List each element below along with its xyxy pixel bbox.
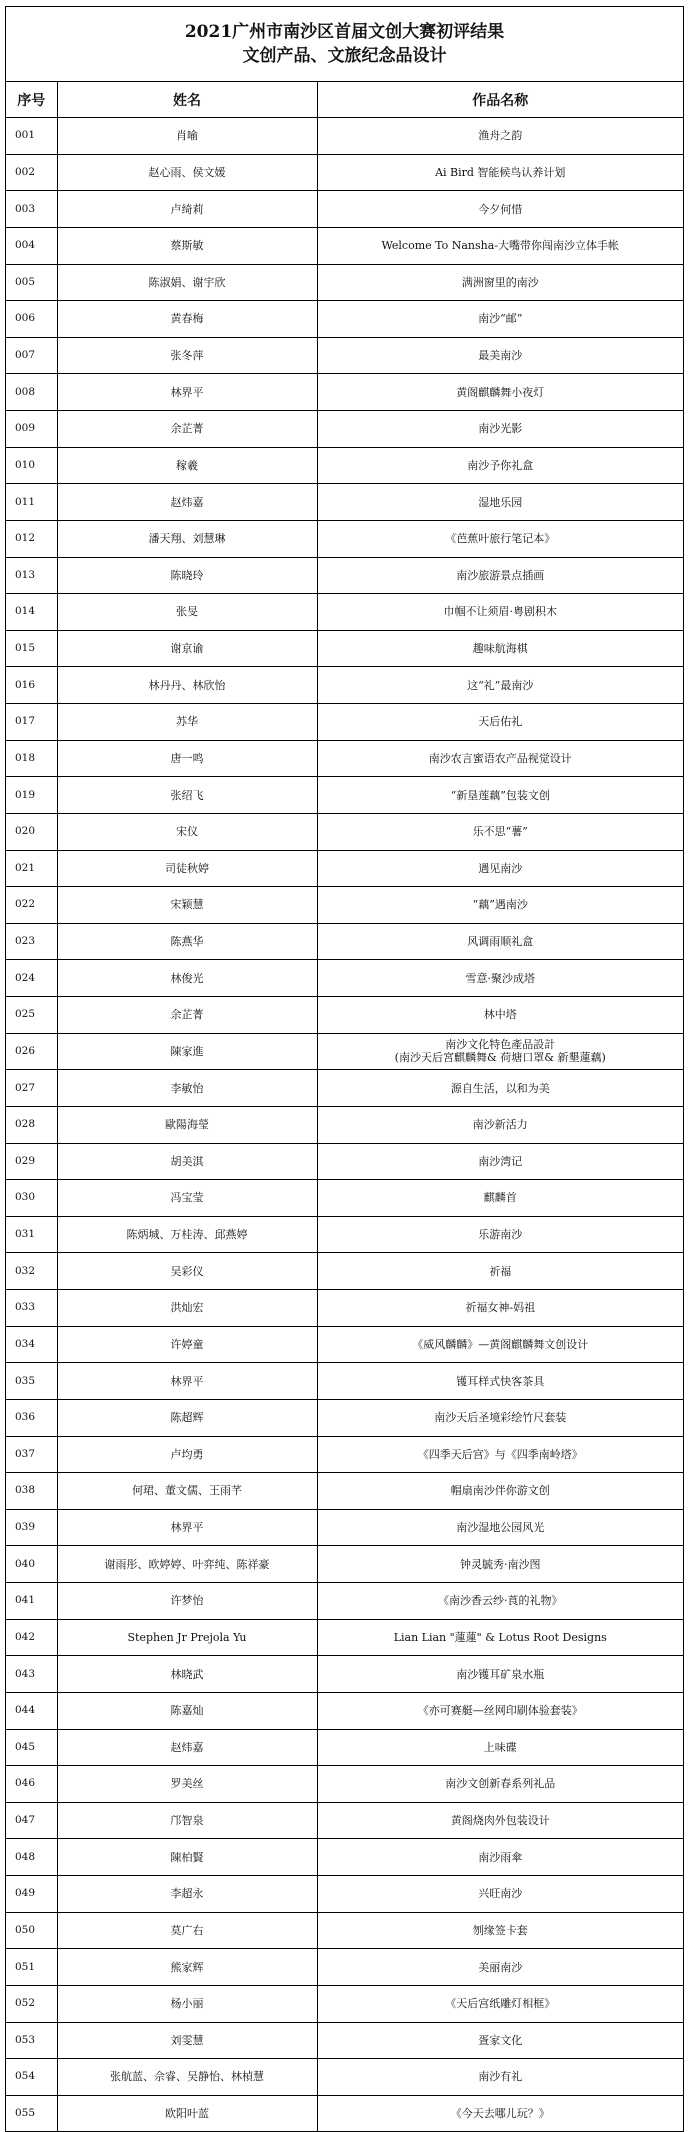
table-row: [6, 374, 683, 411]
cell-serial-number: 028: [6, 1106, 57, 1143]
cell-serial-number: 035: [6, 1363, 57, 1400]
cell-work-title: 《芭蕉叶旅行笔记本》: [317, 520, 683, 557]
cell-name: 邝智泉: [57, 1802, 317, 1839]
table-row: [6, 960, 683, 997]
cell-serial-number: 055: [6, 2095, 57, 2131]
table-row: [6, 594, 683, 631]
cell-name: 卢绮莉: [57, 191, 317, 228]
table-row: [6, 704, 683, 741]
cell-work-title: 趣味航海棋: [317, 630, 683, 667]
cell-serial-number: 025: [6, 997, 57, 1034]
table-row: [6, 1399, 683, 1436]
cell-work-title: 兴旺南沙: [317, 1876, 683, 1913]
cell-name: 林界平: [57, 374, 317, 411]
cell-work-title: “新垦莲藕”包装文创: [317, 777, 683, 814]
cell-work-title: 帽扇南沙伴你游文创: [317, 1473, 683, 1510]
cell-work-title: Welcome To Nansha-大嘴带你闯南沙立体手帐: [317, 227, 683, 264]
cell-serial-number: 007: [6, 337, 57, 374]
cell-name: 稼羲: [57, 447, 317, 484]
cell-name: 卢均勇: [57, 1436, 317, 1473]
cell-name: 林晓武: [57, 1656, 317, 1693]
table-row: [6, 1546, 683, 1583]
table-row: [6, 484, 683, 521]
table-row: [6, 1436, 683, 1473]
cell-work-title: 雪意·聚沙成塔: [317, 960, 683, 997]
table-row: [6, 1363, 683, 1400]
cell-work-title: 最美南沙: [317, 337, 683, 374]
page-title: 2021广州市南沙区首届文创大赛初评结果: [184, 22, 505, 42]
cell-name: 陈燕华: [57, 923, 317, 960]
cell-name: 莫广右: [57, 1912, 317, 1949]
cell-name: 张冬萍: [57, 337, 317, 374]
cell-serial-number: 022: [6, 887, 57, 924]
table-row: [6, 850, 683, 887]
cell-work-title: 天后佑礼: [317, 704, 683, 741]
table-row: [6, 1766, 683, 1803]
cell-name: 赵心雨、侯文媛: [57, 154, 317, 191]
cell-work-title: 《亦可赛艇—丝网印刷体验套装》: [317, 1692, 683, 1729]
table-row: [6, 1656, 683, 1693]
cell-name: 林界平: [57, 1363, 317, 1400]
cell-name: 熊家辉: [57, 1949, 317, 1986]
cell-name: 陈淑娟、谢宇欣: [57, 264, 317, 301]
page-subtitle: 文创产品、文旅纪念品设计: [242, 46, 447, 66]
cell-work-title: 湿地乐园: [317, 484, 683, 521]
cell-name: 陈炳城、万桂涛、邱燕婷: [57, 1216, 317, 1253]
cell-serial-number: 010: [6, 447, 57, 484]
cell-name: 刘雯慧: [57, 2022, 317, 2059]
cell-work-title: “藕”遇南沙: [317, 887, 683, 924]
cell-work-title: 乐不思“薯”: [317, 813, 683, 850]
cell-serial-number: 018: [6, 740, 57, 777]
table-row: [6, 337, 683, 374]
cell-serial-number: 008: [6, 374, 57, 411]
cell-name: 司徒秋婷: [57, 850, 317, 887]
cell-name: 胡美淇: [57, 1143, 317, 1180]
table-row: [6, 777, 683, 814]
cell-serial-number: 013: [6, 557, 57, 594]
cell-work-title: 渔舟之韵: [317, 118, 683, 155]
table-body: [6, 118, 683, 2132]
cell-serial-number: 026: [6, 1033, 57, 1070]
table-row: [6, 1692, 683, 1729]
cell-name: 陳家進: [57, 1033, 317, 1070]
cell-work-title: 上味碟: [317, 1729, 683, 1766]
cell-name: 李敏怡: [57, 1070, 317, 1107]
cell-name: 罗美丝: [57, 1766, 317, 1803]
table-row: [6, 630, 683, 667]
table-row: [6, 227, 683, 264]
cell-work-title: 祈福女神-妈祖: [317, 1290, 683, 1327]
cell-name: 欧阳叶蓝: [57, 2095, 317, 2131]
cell-work-title: 南沙予你礼盒: [317, 447, 683, 484]
table-row: [6, 667, 683, 704]
cell-work-title: 南沙旅游景点插画: [317, 557, 683, 594]
table-row: [6, 301, 683, 338]
table-row: [6, 1326, 683, 1363]
cell-serial-number: 012: [6, 520, 57, 557]
cell-work-title: 《天后宫纸雕灯相框》: [317, 1985, 683, 2022]
cell-serial-number: 053: [6, 2022, 57, 2059]
table-header-row: [6, 82, 683, 118]
cell-serial-number: 020: [6, 813, 57, 850]
cell-serial-number: 046: [6, 1766, 57, 1803]
cell-work-title: 南沙光影: [317, 411, 683, 448]
cell-work-title: 《南沙香云纱·莨的礼物》: [317, 1583, 683, 1620]
cell-serial-number: 039: [6, 1509, 57, 1546]
table-row: [6, 411, 683, 448]
table-row: [6, 1802, 683, 1839]
cell-work-title: 满洲窗里的南沙: [317, 264, 683, 301]
cell-name: 谢京谕: [57, 630, 317, 667]
table-row: [6, 1253, 683, 1290]
table-row: [6, 264, 683, 301]
cell-serial-number: 052: [6, 1985, 57, 2022]
cell-name: 陈嘉灿: [57, 1692, 317, 1729]
cell-work-title: 美丽南沙: [317, 1949, 683, 1986]
cell-name: 赵炜嘉: [57, 1729, 317, 1766]
cell-work-title: 南沙湾记: [317, 1143, 683, 1180]
cell-serial-number: 050: [6, 1912, 57, 1949]
cell-work-title: 乐游南沙: [317, 1216, 683, 1253]
table-row: [6, 1949, 683, 1986]
cell-name: 张航蓝、佘睿、吴静怡、林楨慧: [57, 2059, 317, 2096]
table-row: [6, 2022, 683, 2059]
cell-name: 陈超辉: [57, 1399, 317, 1436]
table-row: [6, 1070, 683, 1107]
table-row: [6, 1473, 683, 1510]
cell-work-title: 南沙文创新春系列礼品: [317, 1766, 683, 1803]
table-row: [6, 997, 683, 1034]
cell-serial-number: 041: [6, 1583, 57, 1620]
cell-serial-number: 045: [6, 1729, 57, 1766]
cell-work-title: 南沙天后圣境彩绘竹尺套装: [317, 1399, 683, 1436]
table-row: [6, 813, 683, 850]
cell-work-title: 南沙有礼: [317, 2059, 683, 2096]
cell-serial-number: 037: [6, 1436, 57, 1473]
cell-serial-number: 027: [6, 1070, 57, 1107]
cell-name: 何珺、董文儒、王雨芊: [57, 1473, 317, 1510]
column-header-work: 作品名称: [317, 82, 683, 118]
table-row: [6, 154, 683, 191]
table-row: [6, 923, 683, 960]
cell-name: 唐一鸣: [57, 740, 317, 777]
cell-name: 杨小丽: [57, 1985, 317, 2022]
title-block: [6, 7, 683, 82]
cell-serial-number: 024: [6, 960, 57, 997]
table-row: [6, 1985, 683, 2022]
cell-name: Stephen Jr Prejola Yu: [57, 1619, 317, 1656]
cell-name: 赵炜嘉: [57, 484, 317, 521]
cell-work-title: 镬耳样式快客茶具: [317, 1363, 683, 1400]
cell-serial-number: 015: [6, 630, 57, 667]
cell-name: 吴彩仪: [57, 1253, 317, 1290]
cell-serial-number: 048: [6, 1839, 57, 1876]
table-row: [6, 1729, 683, 1766]
table-row: [6, 2059, 683, 2096]
cell-work-title: 《威风麟麟》—黄阁麒麟舞文创设计: [317, 1326, 683, 1363]
table-row: [6, 887, 683, 924]
cell-serial-number: 031: [6, 1216, 57, 1253]
results-sheet: [5, 6, 684, 2132]
cell-work-title: 《今天去哪儿玩？》: [450, 2107, 550, 2121]
cell-name: 宋颖慧: [57, 887, 317, 924]
cell-work-title: 这“礼”最南沙: [317, 667, 683, 704]
cell-serial-number: 017: [6, 704, 57, 741]
cell-name: 苏华: [57, 704, 317, 741]
table-row: [6, 191, 683, 228]
cell-name: 宋仪: [57, 813, 317, 850]
cell-work-title: 南沙湿地公园风光: [317, 1509, 683, 1546]
cell-name: 许梦怡: [57, 1583, 317, 1620]
cell-serial-number: 044: [6, 1692, 57, 1729]
cell-work-title: 源自生活，以和为美: [317, 1070, 683, 1107]
cell-name: 余芷菁: [57, 997, 317, 1034]
cell-work-title: 南沙新活力: [317, 1106, 683, 1143]
cell-serial-number: 054: [6, 2059, 57, 2096]
table-row: [6, 1839, 683, 1876]
table-row: [6, 118, 683, 155]
cell-name: 黄春梅: [57, 301, 317, 338]
table-row: [6, 1106, 683, 1143]
table-row: [6, 1290, 683, 1327]
cell-work-title: 南沙“邮”: [317, 301, 683, 338]
cell-work-title: 祈福: [317, 1253, 683, 1290]
cell-work-title: 南沙镬耳矿泉水瓶: [317, 1656, 683, 1693]
cell-serial-number: 033: [6, 1290, 57, 1327]
cell-name: 蔡斯敏: [57, 227, 317, 264]
cell-serial-number: 014: [6, 594, 57, 631]
table-row: [6, 447, 683, 484]
cell-serial-number: 002: [6, 154, 57, 191]
cell-name: 肖喻: [57, 118, 317, 155]
cell-name: 洪灿宏: [57, 1290, 317, 1327]
results-table: [6, 82, 683, 2131]
cell-work-title: 遇见南沙: [317, 850, 683, 887]
cell-serial-number: 021: [6, 850, 57, 887]
cell-name: 许婷童: [57, 1326, 317, 1363]
cell-serial-number: 001: [6, 118, 57, 155]
cell-serial-number: 029: [6, 1143, 57, 1180]
cell-name: 潘天翔、刘慧琳: [57, 520, 317, 557]
cell-serial-number: 049: [6, 1876, 57, 1913]
cell-serial-number: 019: [6, 777, 57, 814]
cell-serial-number: 023: [6, 923, 57, 960]
cell-name: 陳柏賢: [57, 1839, 317, 1876]
cell-serial-number: 009: [6, 411, 57, 448]
cell-serial-number: 016: [6, 667, 57, 704]
cell-serial-number: 032: [6, 1253, 57, 1290]
cell-name: 谢雨彤、欧婷婷、叶弈纯、陈祥豪: [57, 1546, 317, 1583]
cell-serial-number: 047: [6, 1802, 57, 1839]
cell-work-title: 《四季天后宫》与《四季南岭塔》: [317, 1436, 683, 1473]
cell-work-title: 黄阁麒麟舞小夜灯: [317, 374, 683, 411]
cell-name: 歐陽海瑩: [57, 1106, 317, 1143]
cell-serial-number: 034: [6, 1326, 57, 1363]
table-row: [6, 1583, 683, 1620]
cell-work-title: 南沙农言蜜语农产品视觉设计: [317, 740, 683, 777]
table-row: [6, 1876, 683, 1913]
cell-work-title: 林中塔: [317, 997, 683, 1034]
column-header-name: 姓名: [57, 82, 317, 118]
table-row: [6, 1180, 683, 1217]
cell-work-title: Ai Bird 智能候鸟认养计划: [317, 154, 683, 191]
cell-work-title: 钟灵毓秀·南沙图: [317, 1546, 683, 1583]
table-row: [6, 1619, 683, 1656]
cell-work-title: 巾帼不让须眉·粤剧积木: [317, 594, 683, 631]
cell-work-title: 南沙雨傘: [317, 1839, 683, 1876]
cell-work-title: 麒麟首: [317, 1180, 683, 1217]
column-header-no: 序号: [6, 82, 57, 118]
cell-serial-number: 051: [6, 1949, 57, 1986]
cell-name: 张绍飞: [57, 777, 317, 814]
cell-name: 林俊光: [57, 960, 317, 997]
table-row: [6, 520, 683, 557]
cell-serial-number: 006: [6, 301, 57, 338]
table-row: [6, 2095, 683, 2131]
cell-work-title: 南沙文化特色產品設計 (南沙天后宮麒麟舞& 荷塘口罩& 新墾蓮藕): [317, 1033, 683, 1070]
cell-serial-number: 040: [6, 1546, 57, 1583]
cell-serial-number: 043: [6, 1656, 57, 1693]
cell-work-title: 刎缘签卡套: [317, 1912, 683, 1949]
cell-name: 林丹丹、林欣怡: [57, 667, 317, 704]
cell-serial-number: 011: [6, 484, 57, 521]
cell-serial-number: 005: [6, 264, 57, 301]
cell-work-title: Lian Lian "蓮蓮" & Lotus Root Designs: [317, 1619, 683, 1656]
table-row: [6, 1143, 683, 1180]
cell-serial-number: 038: [6, 1473, 57, 1510]
cell-work-title: 风调雨顺礼盒: [317, 923, 683, 960]
cell-name: 张旻: [57, 594, 317, 631]
cell-serial-number: 003: [6, 191, 57, 228]
cell-work-title: 疍家文化: [317, 2022, 683, 2059]
cell-name: 李超永: [57, 1876, 317, 1913]
table-row: [6, 557, 683, 594]
cell-work-title: 黄阁烧肉外包装设计: [317, 1802, 683, 1839]
cell-serial-number: 036: [6, 1399, 57, 1436]
cell-name: 陈晓玲: [57, 557, 317, 594]
table-row: [6, 1216, 683, 1253]
table-row: [6, 1509, 683, 1546]
table-row: [6, 1033, 683, 1070]
cell-name: 林界平: [57, 1509, 317, 1546]
table-row: [6, 740, 683, 777]
cell-work-title: 今夕何惜: [317, 191, 683, 228]
cell-serial-number: 030: [6, 1180, 57, 1217]
cell-name: 冯宝莹: [57, 1180, 317, 1217]
cell-serial-number: 004: [6, 227, 57, 264]
cell-name: 余芷菁: [57, 411, 317, 448]
cell-serial-number: 042: [6, 1619, 57, 1656]
table-row: [6, 1912, 683, 1949]
